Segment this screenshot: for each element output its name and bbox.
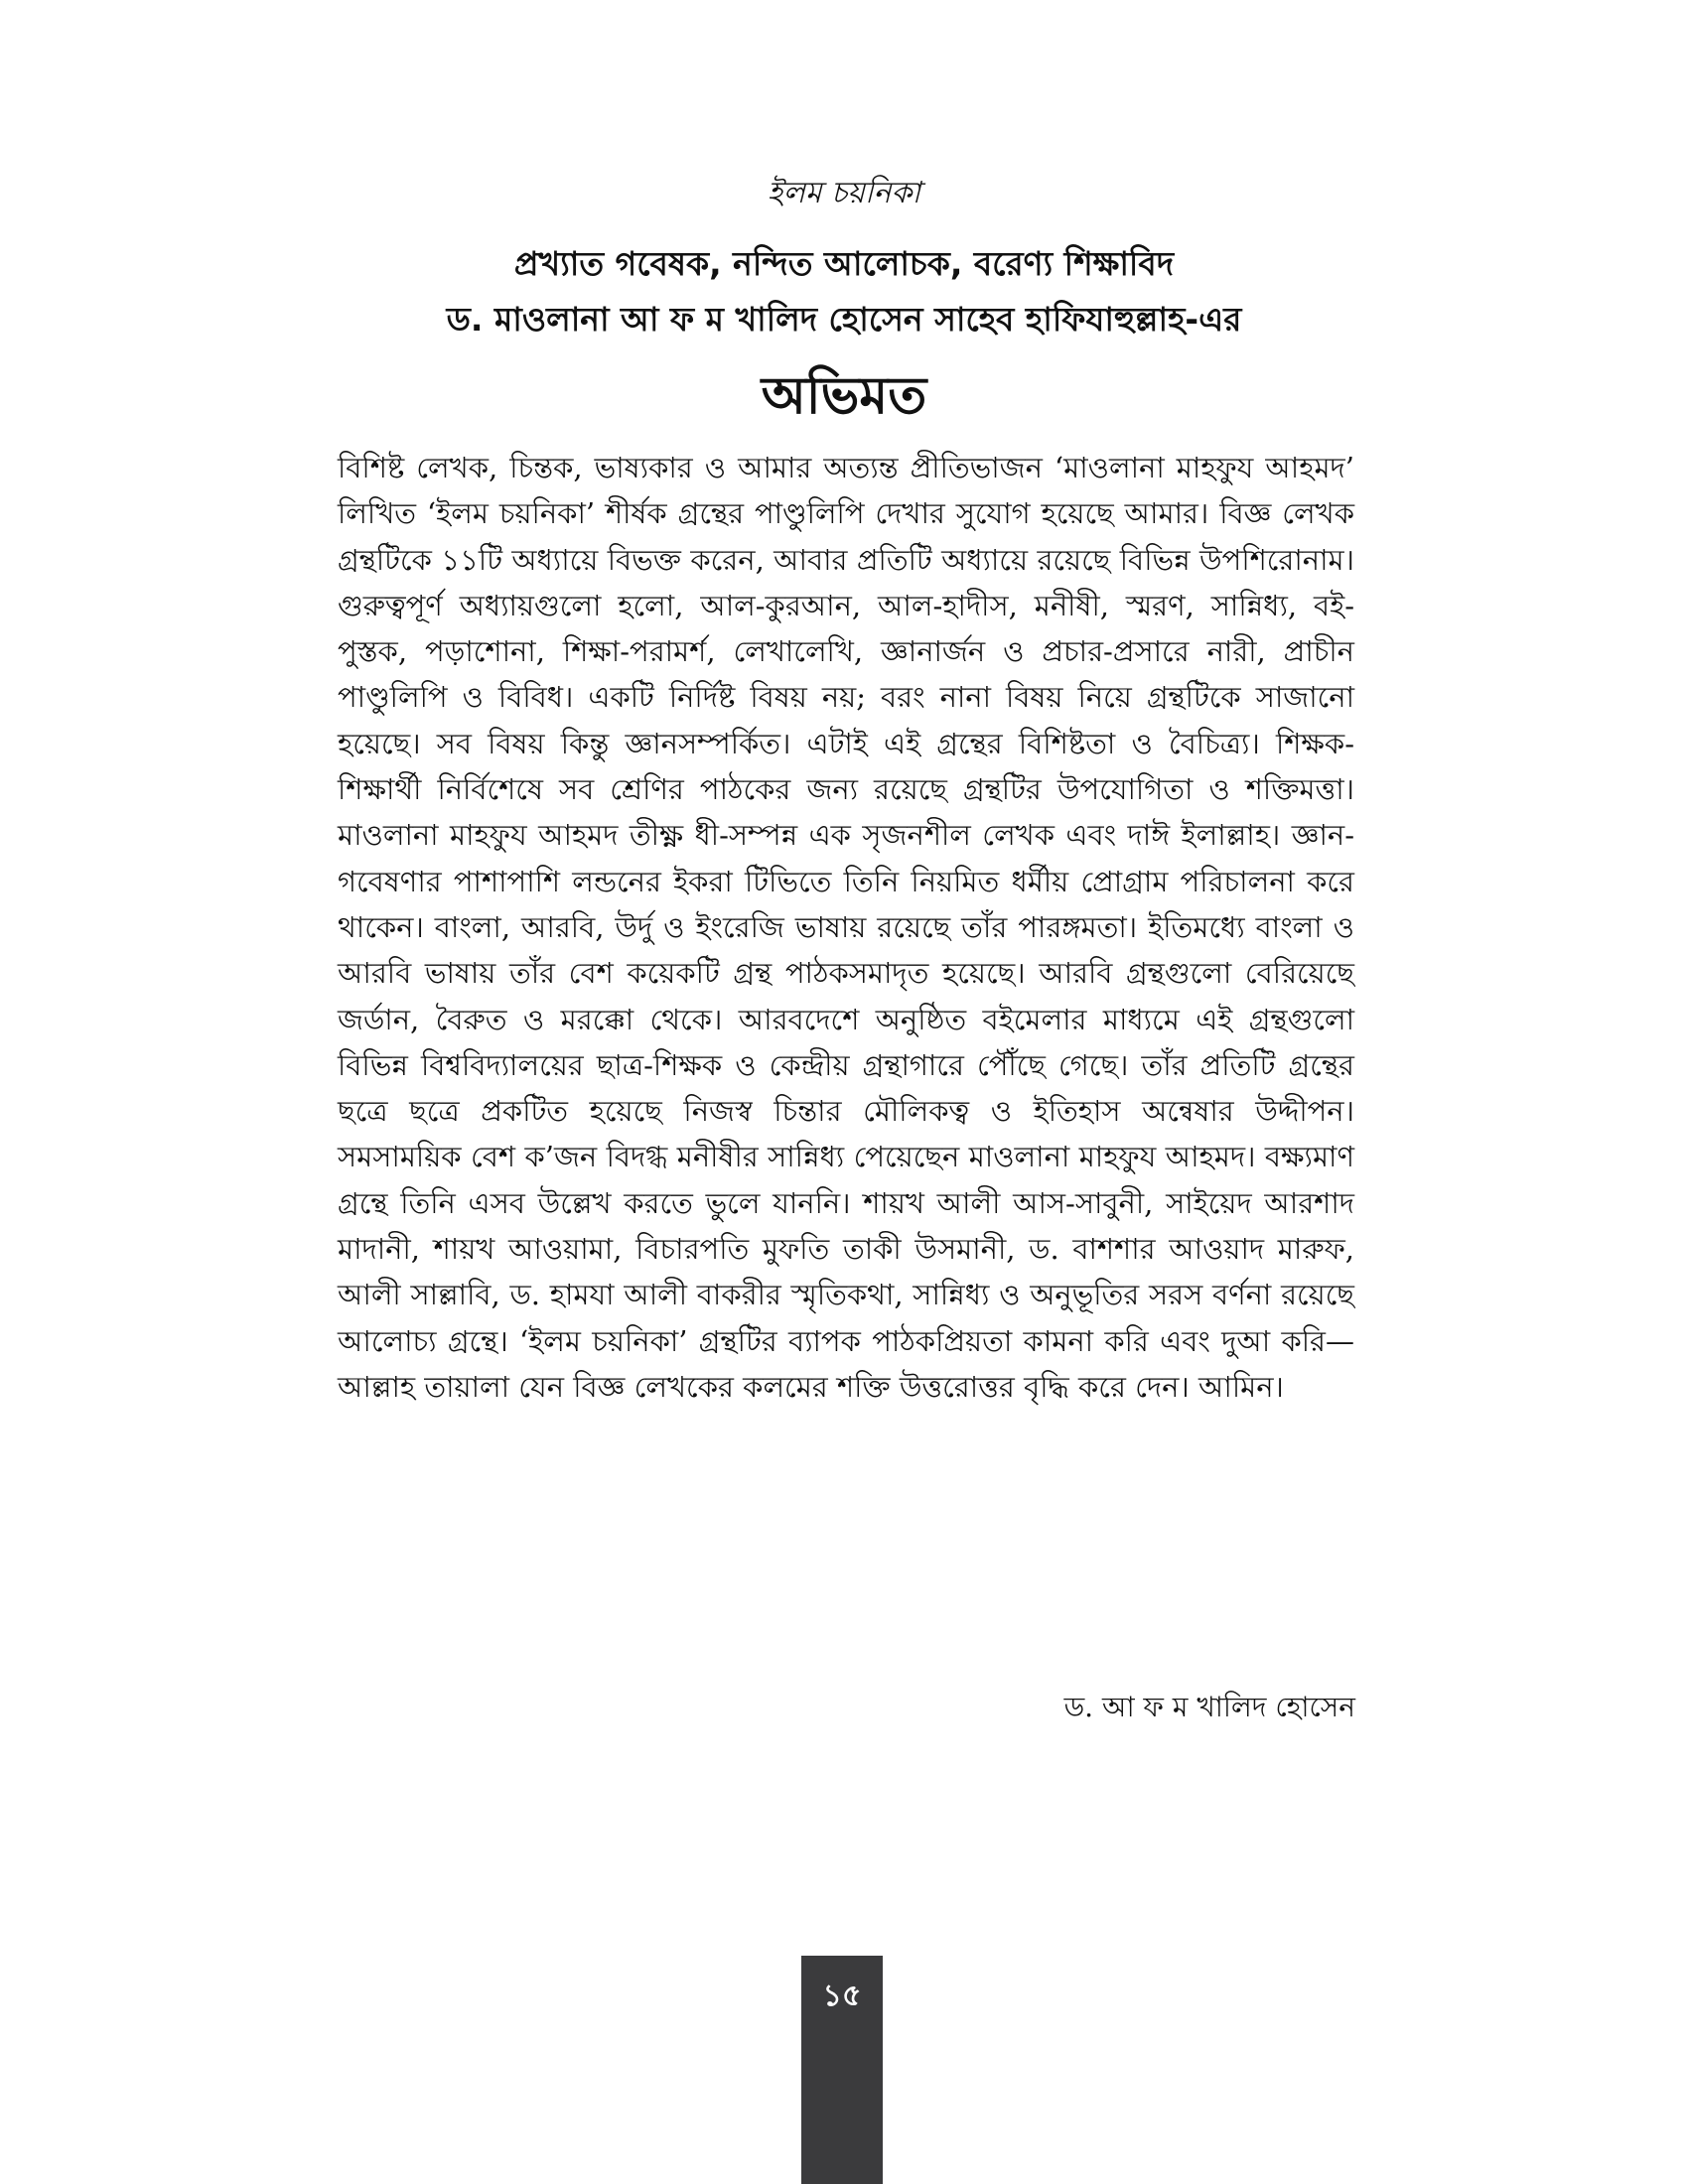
author-signature: ড. আ ফ ম খালিদ হোসেন: [1063, 1691, 1355, 1723]
page-title: অভিমত: [761, 366, 927, 426]
running-header: ইলম চয়নিকা: [767, 176, 921, 210]
page-number: ১৫: [822, 1979, 862, 2013]
body-paragraph: বিশিষ্ট লেখক, চিন্তক, ভাষ্যকার ও আমার অত্যন্ত প্রীতিভাজন ‘মাওলানা মাহফুয আহমদ’ লিখিত ‘ইলম চয়নিকা’ শীর্ষক গ্রন্থের পাণ্ডুলিপি দেখার সুযোগ হয়েছে আমার। বিজ্ঞ লেখক গ্রন্থটিকে ১১টি অধ্যায়ে বিভক্ত করেন, আবার প্রতিটি অধ্যায়ে রয়েছে বিভিন্ন উপশিরোনাম। গুরুত্বপূর্ণ অধ্যায়গুলো হলো, আল-কুরআন, আল-হাদীস, মনীষী, স্মরণ, সান্নিধ্য, বই-পুস্তক, পড়াশোনা, শিক্ষা-পরামর্শ, লেখালেখি, জ্ঞানার্জন ও প্রচার-প্রসারে নারী, প্রাচীন পাণ্ডুলিপি ও বিবিধ। একটি নির্দিষ্ট বিষয় নয়; বরং নানা বিষয় নিয়ে গ্রন্থটিকে সাজানো হয়েছে। সব বিষয় কিন্তু জ্ঞানসম্পর্কিত। এটাই এই গ্রন্থের বিশিষ্টতা ও বৈচিত্র্য। শিক্ষক-শিক্ষার্থী নির্বিশেষে সব শ্রেণির পাঠকের জন্য রয়েছে গ্রন্থটির উপযোগিতা ও শক্তিমত্তা। মাওলানা মাহফুয আহমদ তীক্ষ্ণ ধী-সম্পন্ন এক সৃজনশীল লেখক এবং দাঈ ইলাল্লাহ। জ্ঞান-গবেষণার পাশাপাশি লন্ডনের ইকরা টিভিতে তিনি নিয়মিত ধর্মীয় প্রোগ্রাম পরিচালনা করে থাকেন। বাংলা, আরবি, উর্দু ও ইংরেজি ভাষায় রয়েছে তাঁর পারঙ্গমতা। ইতিমধ্যে বাংলা ও আরবি ভাষায় তাঁর বেশ কয়েকটি গ্রন্থ পাঠকসমাদৃত হয়েছে। আরবি গ্রন্থগুলো বেরিয়েছে জর্ডান, বৈরুত ও মরক্কো থেকে। আরবদেশে অনুষ্ঠিত বইমেলার মাধ্যমে এই গ্রন্থগুলো বিভিন্ন বিশ্ববিদ্যালয়ের ছাত্র-শিক্ষক ও কেন্দ্রীয় গ্রন্থাগারে পৌঁছে গেছে। তাঁর প্রতিটি গ্রন্থের ছত্রে ছত্রে প্রকটিত হয়েছে নিজস্ব চিন্তার মৌলিকত্ব ও ইতিহাস অন্বেষার উদ্দীপন। সমসাময়িক বেশ ক’জন বিদগ্ধ মনীষীর সান্নিধ্য পেয়েছেন মাওলানা মাহফুয আহমদ। বক্ষ্যমাণ গ্রন্থে তিনি এসব উল্লেখ করতে ভুলে যাননি। শায়খ আলী আস-সাবুনী, সাইয়েদ আরশাদ মাদানী, শায়খ আওয়ামা, বিচারপতি মুফতি তাকী উসমানী, ড. বাশশার আওয়াদ মারুফ, আলী সাল্লাবি, ড. হামযা আলী বাকরীর স্মৃতিকথা, সান্নিধ্য ও অনুভূতির সরস বর্ণনা রয়েছে আলোচ্য গ্রন্থে। ‘ইলম চয়নিকা’ গ্রন্থটির ব্যাপক পাঠকপ্রিয়তা কামনা করি এবং দুআ করি—আল্লাহ তায়ালা যেন বিজ্ঞ লেখকের কলমের শক্তি উত্তরোত্তর বৃদ্ধি করে দেন। আমিন।: [338, 451, 1354, 1404]
subtitle-line-2: ড. মাওলানা আ ফ ম খালিদ হোসেন সাহেব হাফিযাহুল্লাহ-এর: [446, 300, 1242, 339]
subtitle-line-1: প্রখ্যাত গবেষক, নন্দিত আলোচক, বরেণ্য শিক্ষাবিদ: [513, 244, 1175, 283]
